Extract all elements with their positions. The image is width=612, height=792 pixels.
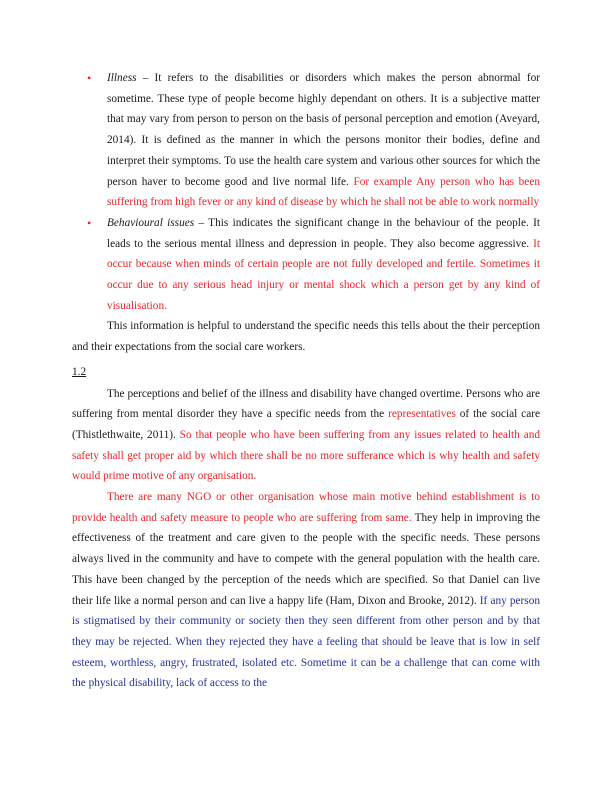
bullet-example-text: It occur because when minds of certain people are not fully developed and fertile. Sometimes it occur due to any serious head injury or mental shock which a person get by any kind of visualisation. xyxy=(107,237,540,312)
bullet-example-text: For example Any person who has been suffering from high fever or any kind of disease by which he shall not be able to work normally xyxy=(107,175,540,209)
blue-highlighted-text: If any person is stigmatised by their community or society then they seen different from other person and by that they may be rejected. When they rejected they have a feeling that should be leave that is low in self esteem, worthless, angry, frustrated, isolated etc. Sometime it can be a challenge that can come with the physical disability, lack of access to the xyxy=(72,594,540,690)
perceptions-paragraph xyxy=(72,384,540,488)
summary-paragraph: This information is helpful to understand the specific needs this tells about the their perception and their expectations from the social care workers. xyxy=(72,320,540,354)
bullet-icon: • xyxy=(87,71,92,85)
section-heading: 1.2 xyxy=(72,365,87,378)
bullet-text: – This indicates the significant change in the behaviour of the people. It leads to the serious mental illness and depression in people. They also become aggressive. xyxy=(107,216,540,250)
document-page xyxy=(72,68,540,694)
bullet-term: Behavioural issues xyxy=(107,216,195,229)
bullet-icon: • xyxy=(87,215,92,230)
paragraph-text: The perceptions and belief of the illness and disability have changed overtime. Persons who are suffering from mental disorder they have a specific needs from the xyxy=(72,387,540,421)
bullet-term: Illness xyxy=(107,72,137,84)
paragraph-text: They help in improving the effectiveness of the treatment and care given to the people with the specific needs. These persons always lived in the community and have to compete with the general population with the health care. This have been changed by the perception of the needs which are specified. So that Daniel can live their life like a normal person and can live a happy life (Ham, Dixon and Brooke, 2012). xyxy=(72,511,540,607)
highlighted-text: There are many NGO or other organisation whose main motive behind establishment is to provide health and safety measure to people who are suffering from same. xyxy=(72,491,540,524)
paragraph-text: of the social care (Thistlethwaite, 2011). xyxy=(72,408,540,441)
bullet-text: – It refers to the disabilities or disorders which makes the person abnormal for sometime. These type of people become highly dependant on others. It is a subjective matter that may vary from person to person on the basis of personal perception and emotion (Aveyard, 2014). It is defined as the manner in which the persons monitor their bodies, define and interpret their symptoms. To use the health care system and various other sources for which the person haver to become good and live normal life. xyxy=(107,72,540,188)
highlighted-text: representatives xyxy=(388,408,456,421)
bullet-item-behavioural-issues xyxy=(72,213,540,317)
highlighted-text: So that people who have been suffering from any issues related to health and safety shall get proper aid by which there shall be no more sufferance which is why health and safety would prime motive of any organisation. xyxy=(72,428,540,483)
bullet-item-illness xyxy=(72,68,540,213)
ngo-paragraph xyxy=(72,487,540,694)
